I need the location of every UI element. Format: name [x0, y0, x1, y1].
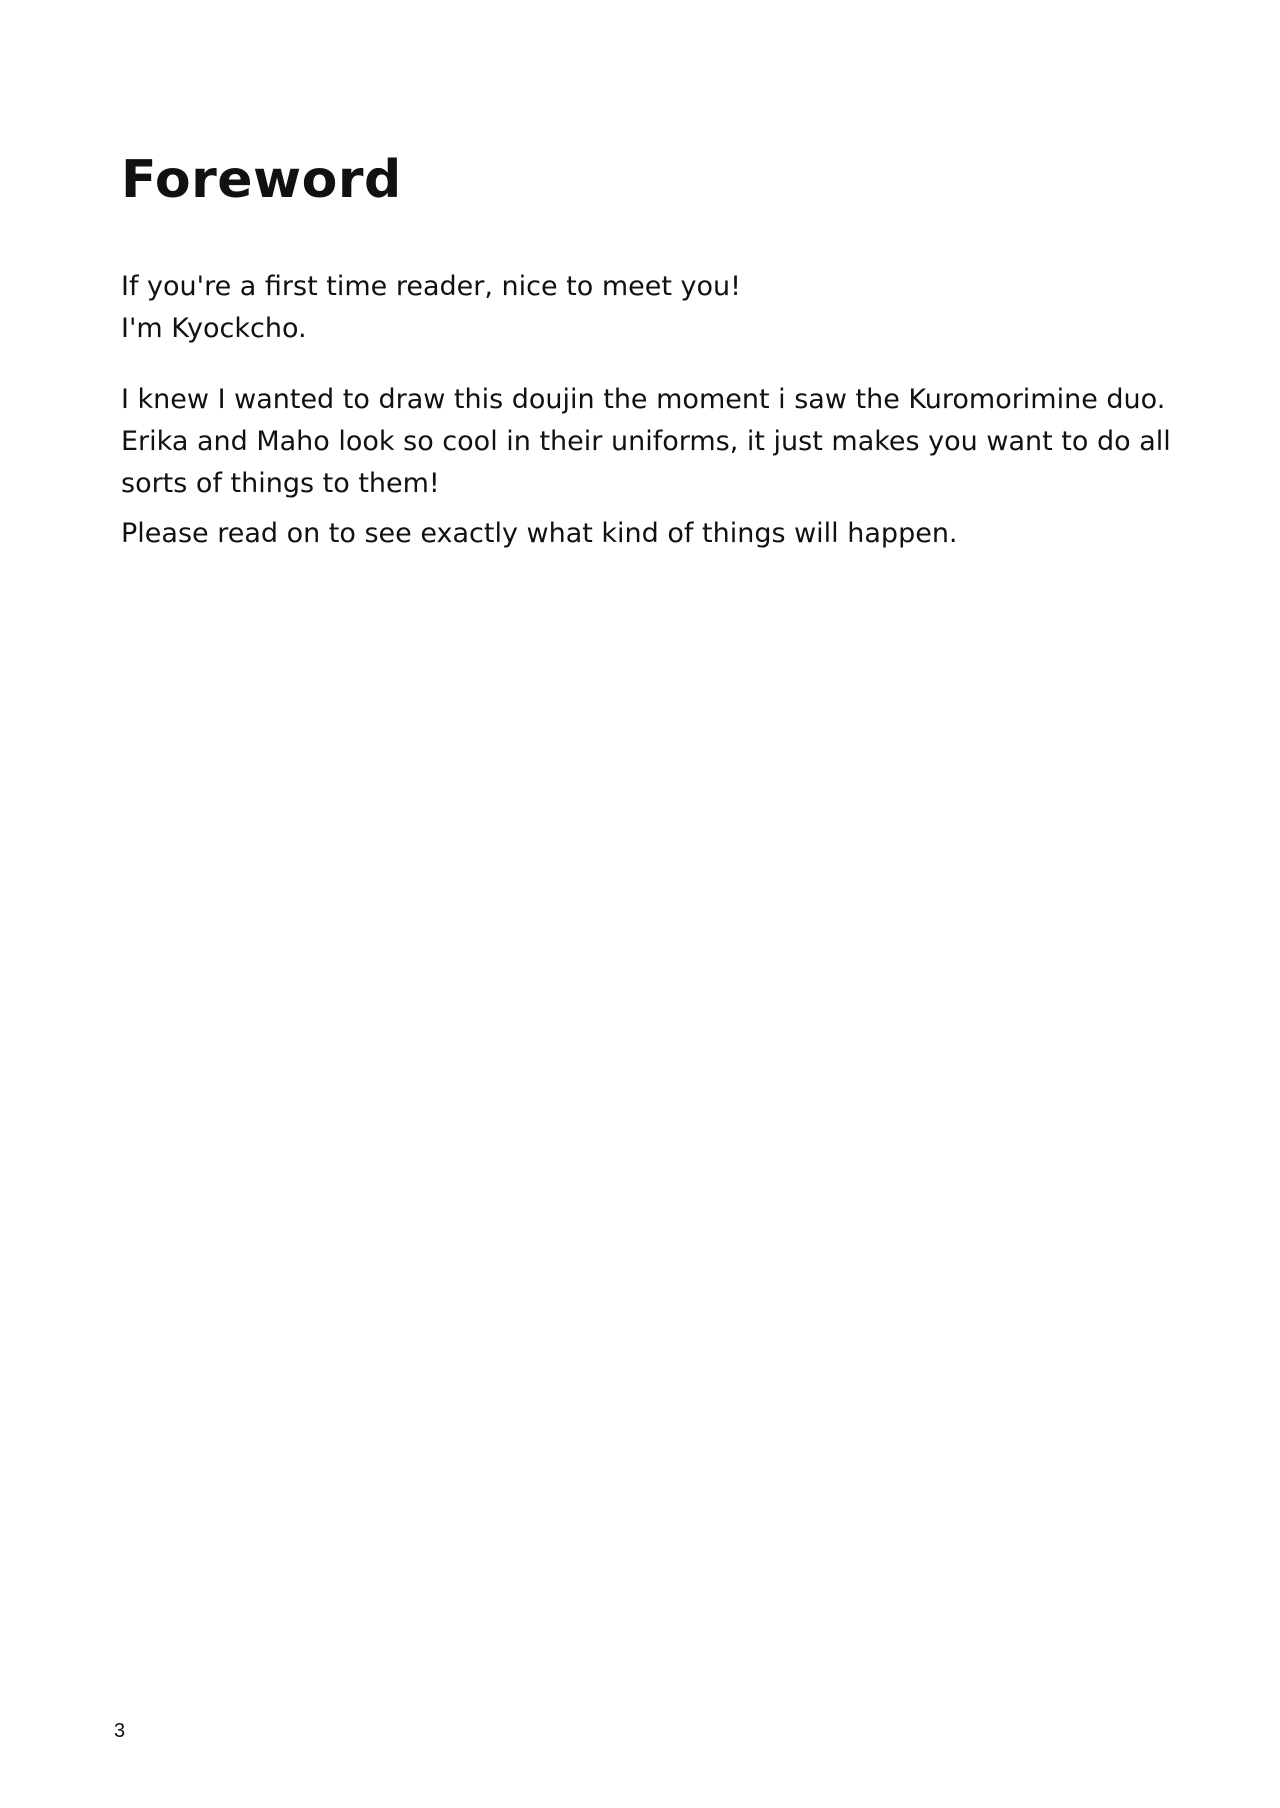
paragraph-line-4: Please read on to see exactly what kind of things will happen.: [121, 518, 958, 549]
paragraph-line-2: Erika and Maho look so cool in their uniforms, it just makes you want to do all: [121, 426, 1171, 457]
intro-line-2: I'm Kyockcho.: [121, 313, 307, 344]
intro-block: [121, 266, 1181, 350]
intro-line-1: If you're a first time reader, nice to meet you!: [121, 271, 741, 302]
page-title: Foreword: [121, 150, 402, 210]
paragraph-line-3: sorts of things to them!: [121, 468, 440, 499]
paragraph-line-1: I knew I wanted to draw this doujin the moment i saw the Kuromorimine duo.: [121, 384, 1166, 415]
page-number: 3: [114, 1720, 126, 1742]
main-paragraph: [121, 379, 1181, 555]
